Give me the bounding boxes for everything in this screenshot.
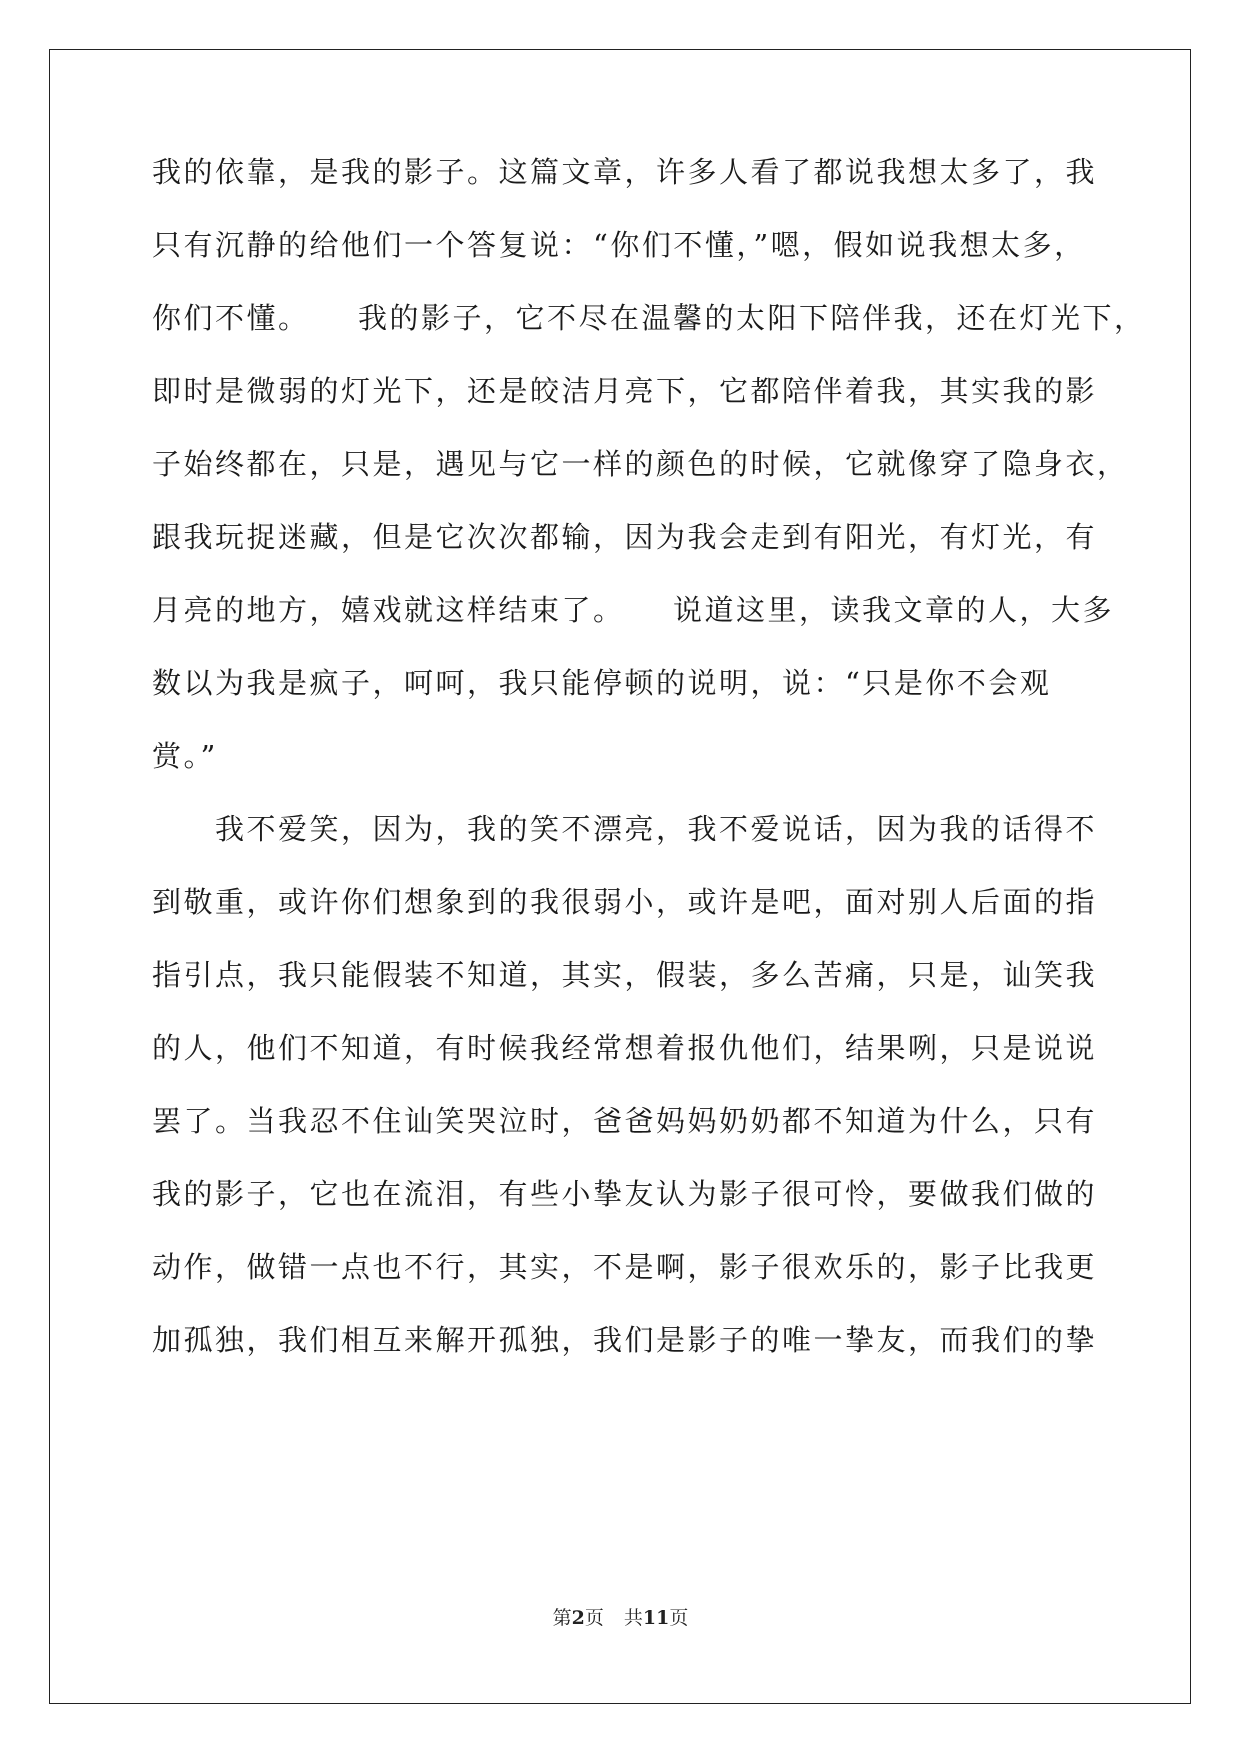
text-line: 即时是微弱的灯光下，还是皎洁月亮下，它都陪伴着我，其实我的影 <box>152 374 1098 408</box>
text-line: 跟我玩捉迷藏，但是它次次都输，因为我会走到有阳光，有灯光，有 <box>152 520 1098 554</box>
text-line: 子始终都在，只是，遇见与它一样的颜色的时候，它就像穿了隐身衣， <box>152 447 1129 481</box>
text-line: 动作，做错一点也不行，其实，不是啊，影子很欢乐的，影子比我更 <box>152 1250 1098 1284</box>
text-line: 你们不懂。 我的影子，它不尽在温馨的太阳下陪伴我，还在灯光下， <box>152 301 1146 335</box>
text-line: 我不爱笑，因为，我的笑不漂亮，我不爱说话，因为我的话得不 <box>152 812 1098 846</box>
total-prefix: 共 <box>623 1607 643 1629</box>
text-line: 数以为我是疯子，呵呵，我只能停顿的说明，说：“只是你不会观 <box>152 666 1052 700</box>
page-prefix: 第 <box>552 1607 572 1629</box>
text-line: 到敬重，或许你们想象到的我很弱小，或许是吧，面对别人后面的指 <box>152 885 1098 919</box>
text-line: 我的影子，它也在流泪，有些小挚友认为影子很可怜，要做我们做的 <box>152 1177 1098 1211</box>
text-line: 加孤独，我们相互来解开孤独，我们是影子的唯一挚友，而我们的挚 <box>152 1323 1098 1357</box>
total-pages: 11 <box>642 1607 670 1629</box>
page-suffix: 页 <box>584 1607 604 1629</box>
text-line: 罢了。当我忍不住讪笑哭泣时，爸爸妈妈奶奶都不知道为什么，只有 <box>152 1104 1098 1138</box>
page-footer <box>0 1606 1241 1630</box>
text-line: 的人，他们不知道，有时候我经常想着报仇他们，结果咧，只是说说 <box>152 1031 1098 1065</box>
text-line: 我的依靠，是我的影子。这篇文章，许多人看了都说我想太多了，我 <box>152 155 1098 189</box>
text-line: 赏。” <box>152 739 218 773</box>
text-line: 月亮的地方，嬉戏就这样结束了。 说道这里，读我文章的人，大多 <box>152 593 1115 627</box>
total-suffix: 页 <box>669 1607 689 1629</box>
page-number: 2 <box>571 1607 585 1629</box>
text-line: 指引点，我只能假装不知道，其实，假装，多么苦痛，只是，讪笑我 <box>152 958 1098 992</box>
text-line: 只有沉静的给他们一个答复说：“你们不懂，”嗯，假如说我想太多， <box>152 228 1086 262</box>
